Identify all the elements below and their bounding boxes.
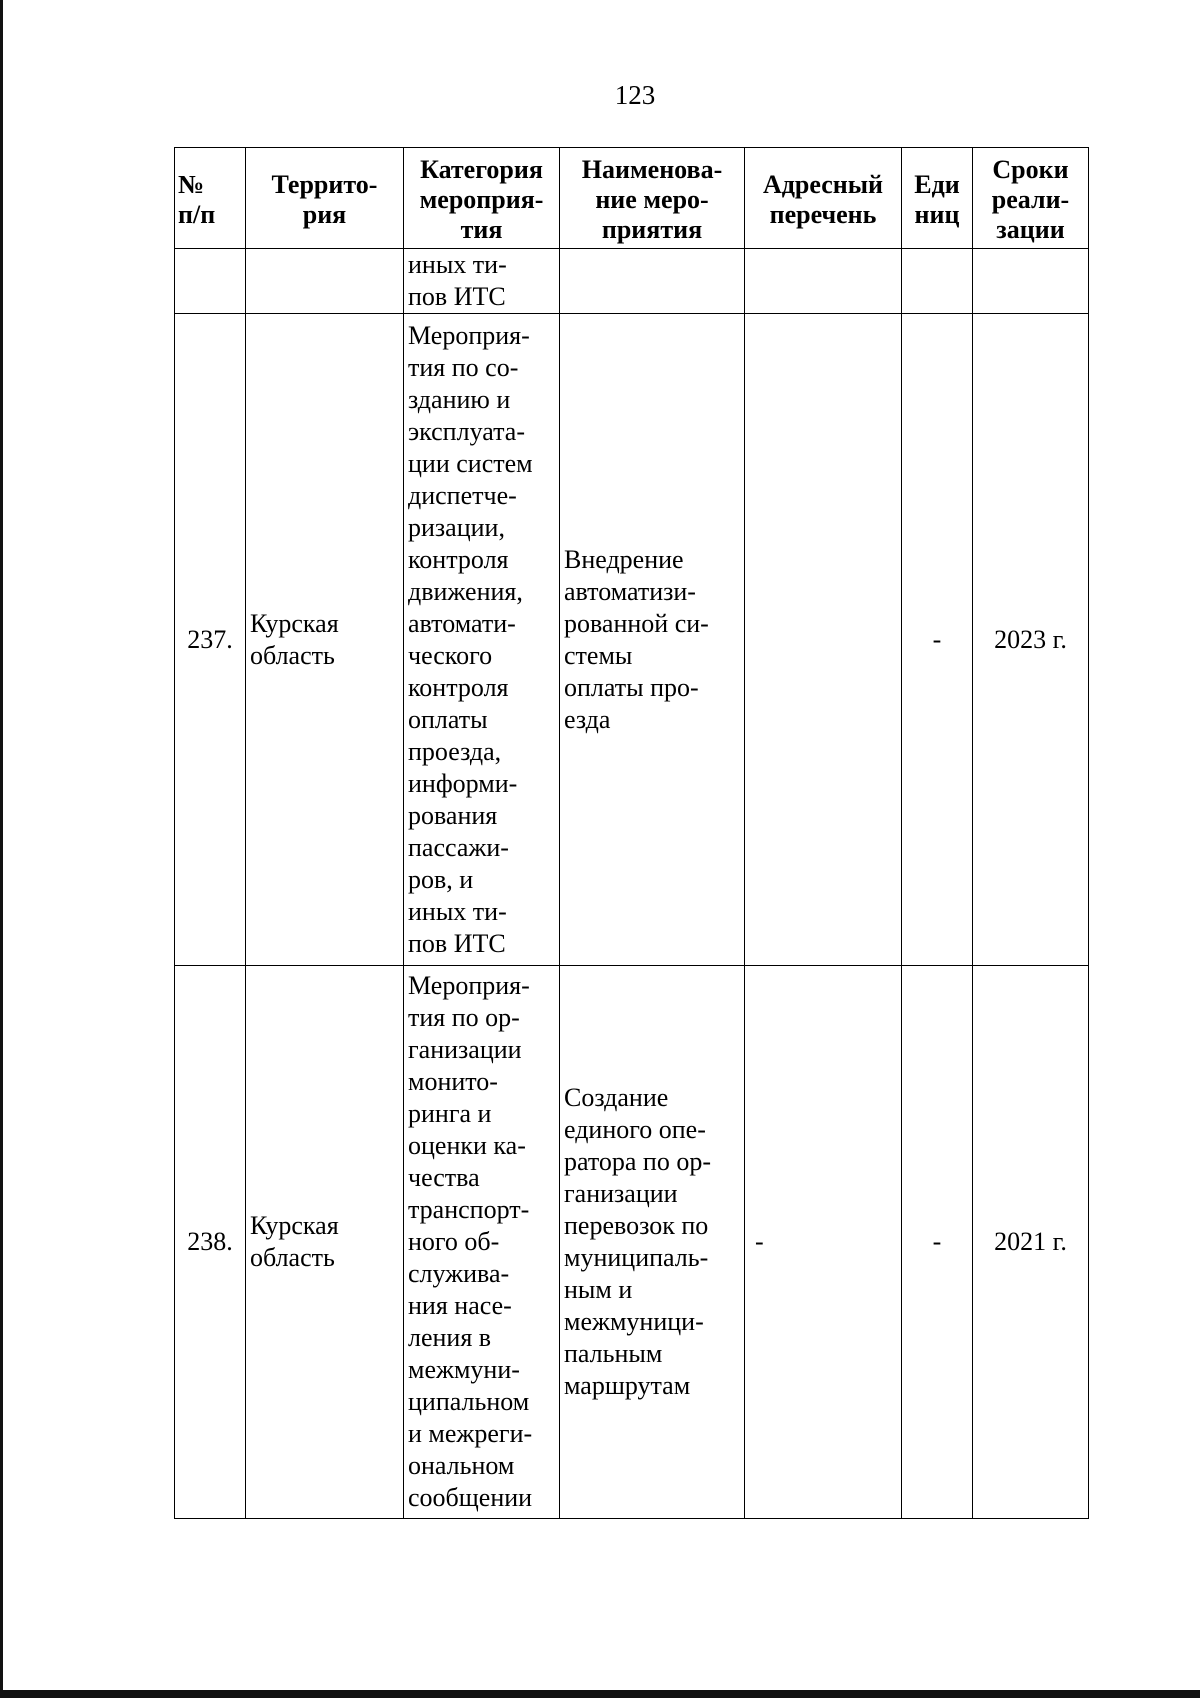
table-header-row bbox=[175, 148, 1089, 249]
scan-edge-bottom bbox=[0, 1690, 1200, 1698]
cell-term bbox=[973, 249, 1089, 314]
cell-territory: Курская область bbox=[246, 966, 404, 1519]
scan-edge-left bbox=[0, 0, 3, 1698]
cell-measure-name: Создание единого опе- ратора по ор- ганизации перевозок по муниципаль- ным и межмуници- пальным маршрутам bbox=[560, 966, 745, 1519]
cell-number: 238. bbox=[175, 966, 246, 1519]
table-row bbox=[175, 966, 1089, 1519]
cell-units: - bbox=[902, 314, 973, 966]
cell-units: - bbox=[902, 966, 973, 1519]
cell-category: иных ти- пов ИТС bbox=[404, 249, 560, 314]
cell-category: Мероприя- тия по ор- ганизации монито- ринга и оценки ка- чества транспорт- ного об- служива- ния насе- ления в межмуни- ципальном и межреги- ональном сообщении bbox=[404, 966, 560, 1519]
cell-territory bbox=[246, 249, 404, 314]
header-territory: Террито- рия bbox=[246, 148, 404, 249]
header-units: Еди ниц bbox=[902, 148, 973, 249]
cell-territory: Курская область bbox=[246, 314, 404, 966]
measures-table bbox=[174, 147, 1089, 1519]
table-row-continuation bbox=[175, 249, 1089, 314]
cell-address-list bbox=[745, 249, 902, 314]
table-row bbox=[175, 314, 1089, 966]
cell-term: 2023 г. bbox=[973, 314, 1089, 966]
header-address-list: Адресный перечень bbox=[745, 148, 902, 249]
cell-number: 237. bbox=[175, 314, 246, 966]
cell-category: Мероприя- тия по со- зданию и эксплуата- ции систем диспетче- ризации, контроля движения, автомати- ческого контроля оплаты проезда, информи- рования пассажи- ров, и иных ти- пов ИТС bbox=[404, 314, 560, 966]
cell-number bbox=[175, 249, 246, 314]
cell-address-list: - bbox=[745, 966, 902, 1519]
cell-address-list bbox=[745, 314, 902, 966]
cell-measure-name bbox=[560, 249, 745, 314]
header-measure-name: Наименова- ние меро- приятия bbox=[560, 148, 745, 249]
cell-units bbox=[902, 249, 973, 314]
header-number: № п/п bbox=[175, 148, 246, 249]
header-term: Сроки реали- зации bbox=[973, 148, 1089, 249]
cell-term: 2021 г. bbox=[973, 966, 1089, 1519]
page-number: 123 bbox=[614, 80, 656, 110]
header-category: Категория мероприя- тия bbox=[404, 148, 560, 249]
cell-measure-name: Внедрение автоматизи- рованной си- стемы оплаты про- езда bbox=[560, 314, 745, 966]
